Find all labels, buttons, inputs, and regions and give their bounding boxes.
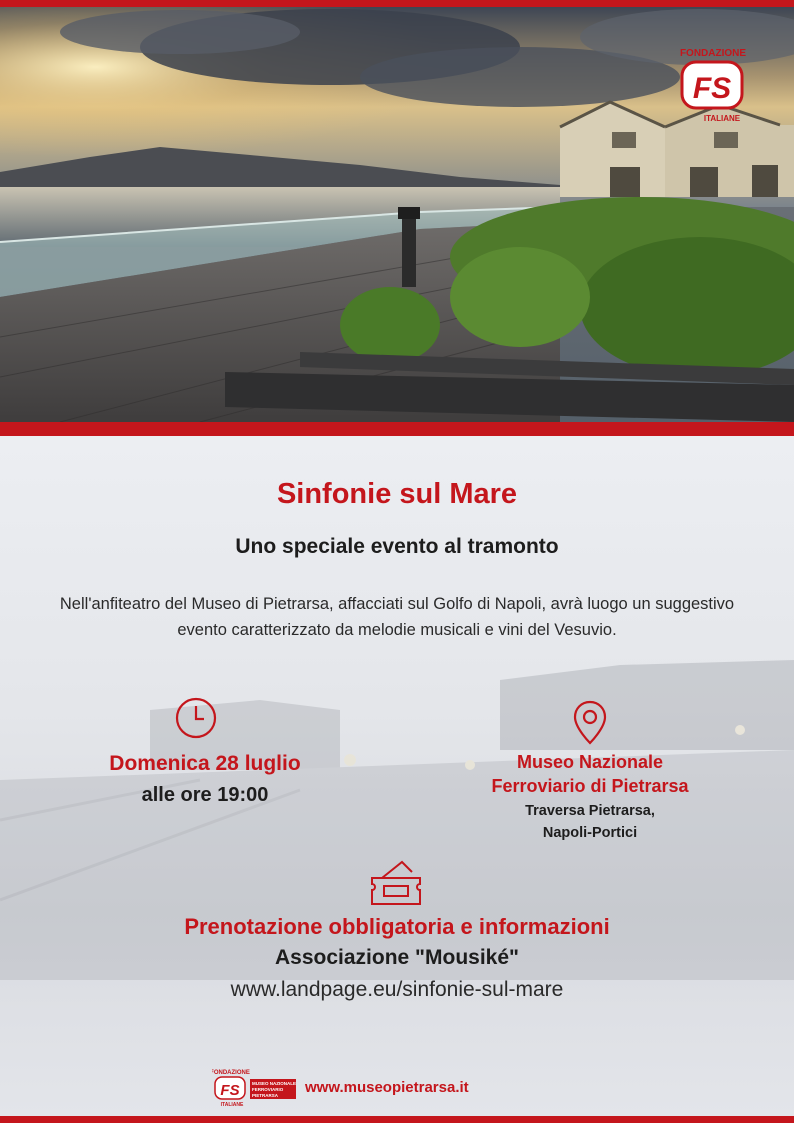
organizer-name: Associazione "Mousiké": [275, 946, 519, 969]
ticket-icon: [368, 860, 424, 913]
venue-name-line2: Ferroviario di Pietrarsa: [491, 776, 689, 796]
venue-address-line2: Napoli-Portici: [542, 825, 638, 841]
footer-logo-side-3: PIETRARSA: [252, 1093, 279, 1098]
footer-logo-top: FONDAZIONE: [212, 1070, 250, 1076]
venue-address-line1: Traversa Pietrarsa,: [525, 803, 655, 819]
footer-website-link[interactable]: www.museopietrarsa.it: [305, 1079, 469, 1096]
event-title: Sinfonie sul Mare: [276, 478, 518, 510]
event-time: alle ore 19:00: [141, 784, 269, 806]
top-accent-bar: [0, 0, 794, 7]
event-description: Nell'anfiteatro del Museo di Pietrarsa, affacciati sul Golfo di Napoli, avrà luogo un suggestivo evento caratterizzato da melodie musicali e vini del Vesuvio.: [59, 595, 735, 639]
footer-museum-logo: [212, 1068, 298, 1113]
footer-logo-bottom: ITALIANE: [220, 1102, 244, 1108]
location-pin-icon: [573, 700, 607, 751]
event-date: Domenica 28 luglio: [109, 752, 301, 775]
venue-name-line1: Museo Nazionale: [516, 752, 664, 772]
footer-logo-side-2: FERROVIARIO: [252, 1087, 284, 1092]
fondazione-fs-logo: [672, 45, 754, 130]
footer-logo-side-1: MUSEO NAZIONALE: [252, 1081, 297, 1086]
hero-accent-band: [0, 422, 794, 436]
hero-photo: [0, 7, 794, 422]
bottom-accent-bar: [0, 1116, 794, 1123]
logo-bottom-text: ITALIANE: [703, 114, 741, 123]
footer-logo-mark: FS: [220, 1082, 240, 1099]
booking-heading: Prenotazione obbligatoria e informazioni: [184, 914, 610, 939]
event-link[interactable]: www.landpage.eu/sinfonie-sul-mare: [230, 978, 564, 1001]
clock-icon: [174, 696, 218, 745]
logo-top-text: FONDAZIONE: [679, 48, 747, 59]
event-subtitle: Uno speciale evento al tramonto: [235, 535, 559, 558]
logo-mark: FS: [692, 72, 732, 105]
